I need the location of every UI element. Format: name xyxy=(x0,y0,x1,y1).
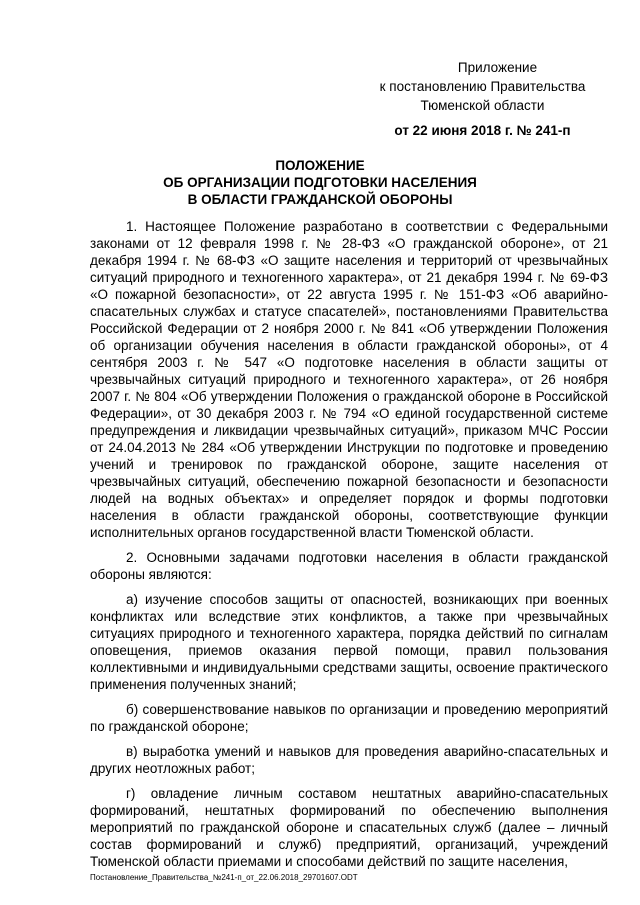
title-line-3: В ОБЛАСТИ ГРАЖДАНСКОЙ ОБОРОНЫ xyxy=(187,192,453,207)
paragraph-2: 2. Основными задачами подготовки населения в области гражданской обороны являются: xyxy=(90,550,608,582)
paragraph-2v: в) выработка умений и навыков для проведения аварийно-спасательных и других неотложных работ; xyxy=(90,744,608,776)
title-line-2: ОБ ОРГАНИЗАЦИИ ПОДГОТОВКИ НАСЕЛЕНИЯ xyxy=(163,175,477,190)
paragraph-1: 1. Настоящее Положение разработано в соответствии с Федеральными законами от 12 февраля 1998 г. № 28-ФЗ «О гражданской обороне», от 21 декабря 1994 г. № 68-ФЗ «О защите населения и территорий от чрезвычайных ситуаций природного и техногенного характера», от 21 декабря 1994 г. № 69-ФЗ «О пожарной безопасности», от 22 августа 1995 г. № 151-ФЗ «Об аварийно-спасательных службах и статусе спасателей», постановлениями Правительства Российской Федерации от 2 ноября 2000 г. № 841 «Об утверждении Положения об организации обучения населения в области гражданской обороны», от 4 сентября 2003 г. № 547 «О подготовке населения в области защиты от чрезвычайных ситуаций природного и техногенного характера», от 26 ноября 2007 г. № 804 «Об утверждении Положения о гражданской обороне в Российской Федерации», от 30 декабря 2003 г. № 794 «О единой государственной системе предупреждения и ликвидации чрезвычайных ситуаций», приказом МЧС России от 24.04.2013 № 284 «Об утверждении Инструкции по подготовке и проведению учений и тренировок по гражданской обороне, защите населения от чрезвычайных ситуаций, обеспечению пожарной безопасности и безопасности людей на водных объектах» и определяет порядок и формы подготовки населения в области гражданской обороны, соответствующие функции исполнительных органов государственной власти Тюменской области. xyxy=(90,219,608,540)
paragraph-2a: а) изучение способов защиты от опасностей, возникающих при военных конфликтах или вследствие этих конфликтов, а также при чрезвычайных ситуациях природного и техногенного характера, порядка действий по сигналам оповещения, приемов оказания первой помощи, правил пользования коллективными и индивидуальными средствами защиты, освоение практического применения полученных знаний; xyxy=(90,592,608,692)
appendix-date-number: от 22 июня 2018 г. № 241-п xyxy=(394,123,571,138)
appendix-header xyxy=(360,58,605,140)
paragraph-2g: г) овладение личным составом нештатных аварийно-спасательных формирований, нештатных формирований по обеспечению выполнения мероприятий по гражданской обороне и спасательных служб (далее – личный состав формирований и служб) предприятий, организаций, учреждений Тюменской области приемами и способами действий по защите населения, xyxy=(90,786,608,869)
appendix-decree-ref: к постановлению Правительства xyxy=(379,79,586,94)
footer-filename: Постановление_Правительства_№241-п_от_22.06.2018_29701607.ODT xyxy=(90,873,358,882)
appendix-label: Приложение xyxy=(457,60,538,75)
appendix-region: Тюменской области xyxy=(420,98,545,113)
title-line-1: ПОЛОЖЕНИЕ xyxy=(275,158,365,173)
document-body xyxy=(90,218,608,878)
paragraph-2b: б) совершенствование навыков по организации и проведению мероприятий по гражданской обороне; xyxy=(90,702,608,734)
document-title xyxy=(90,157,550,208)
